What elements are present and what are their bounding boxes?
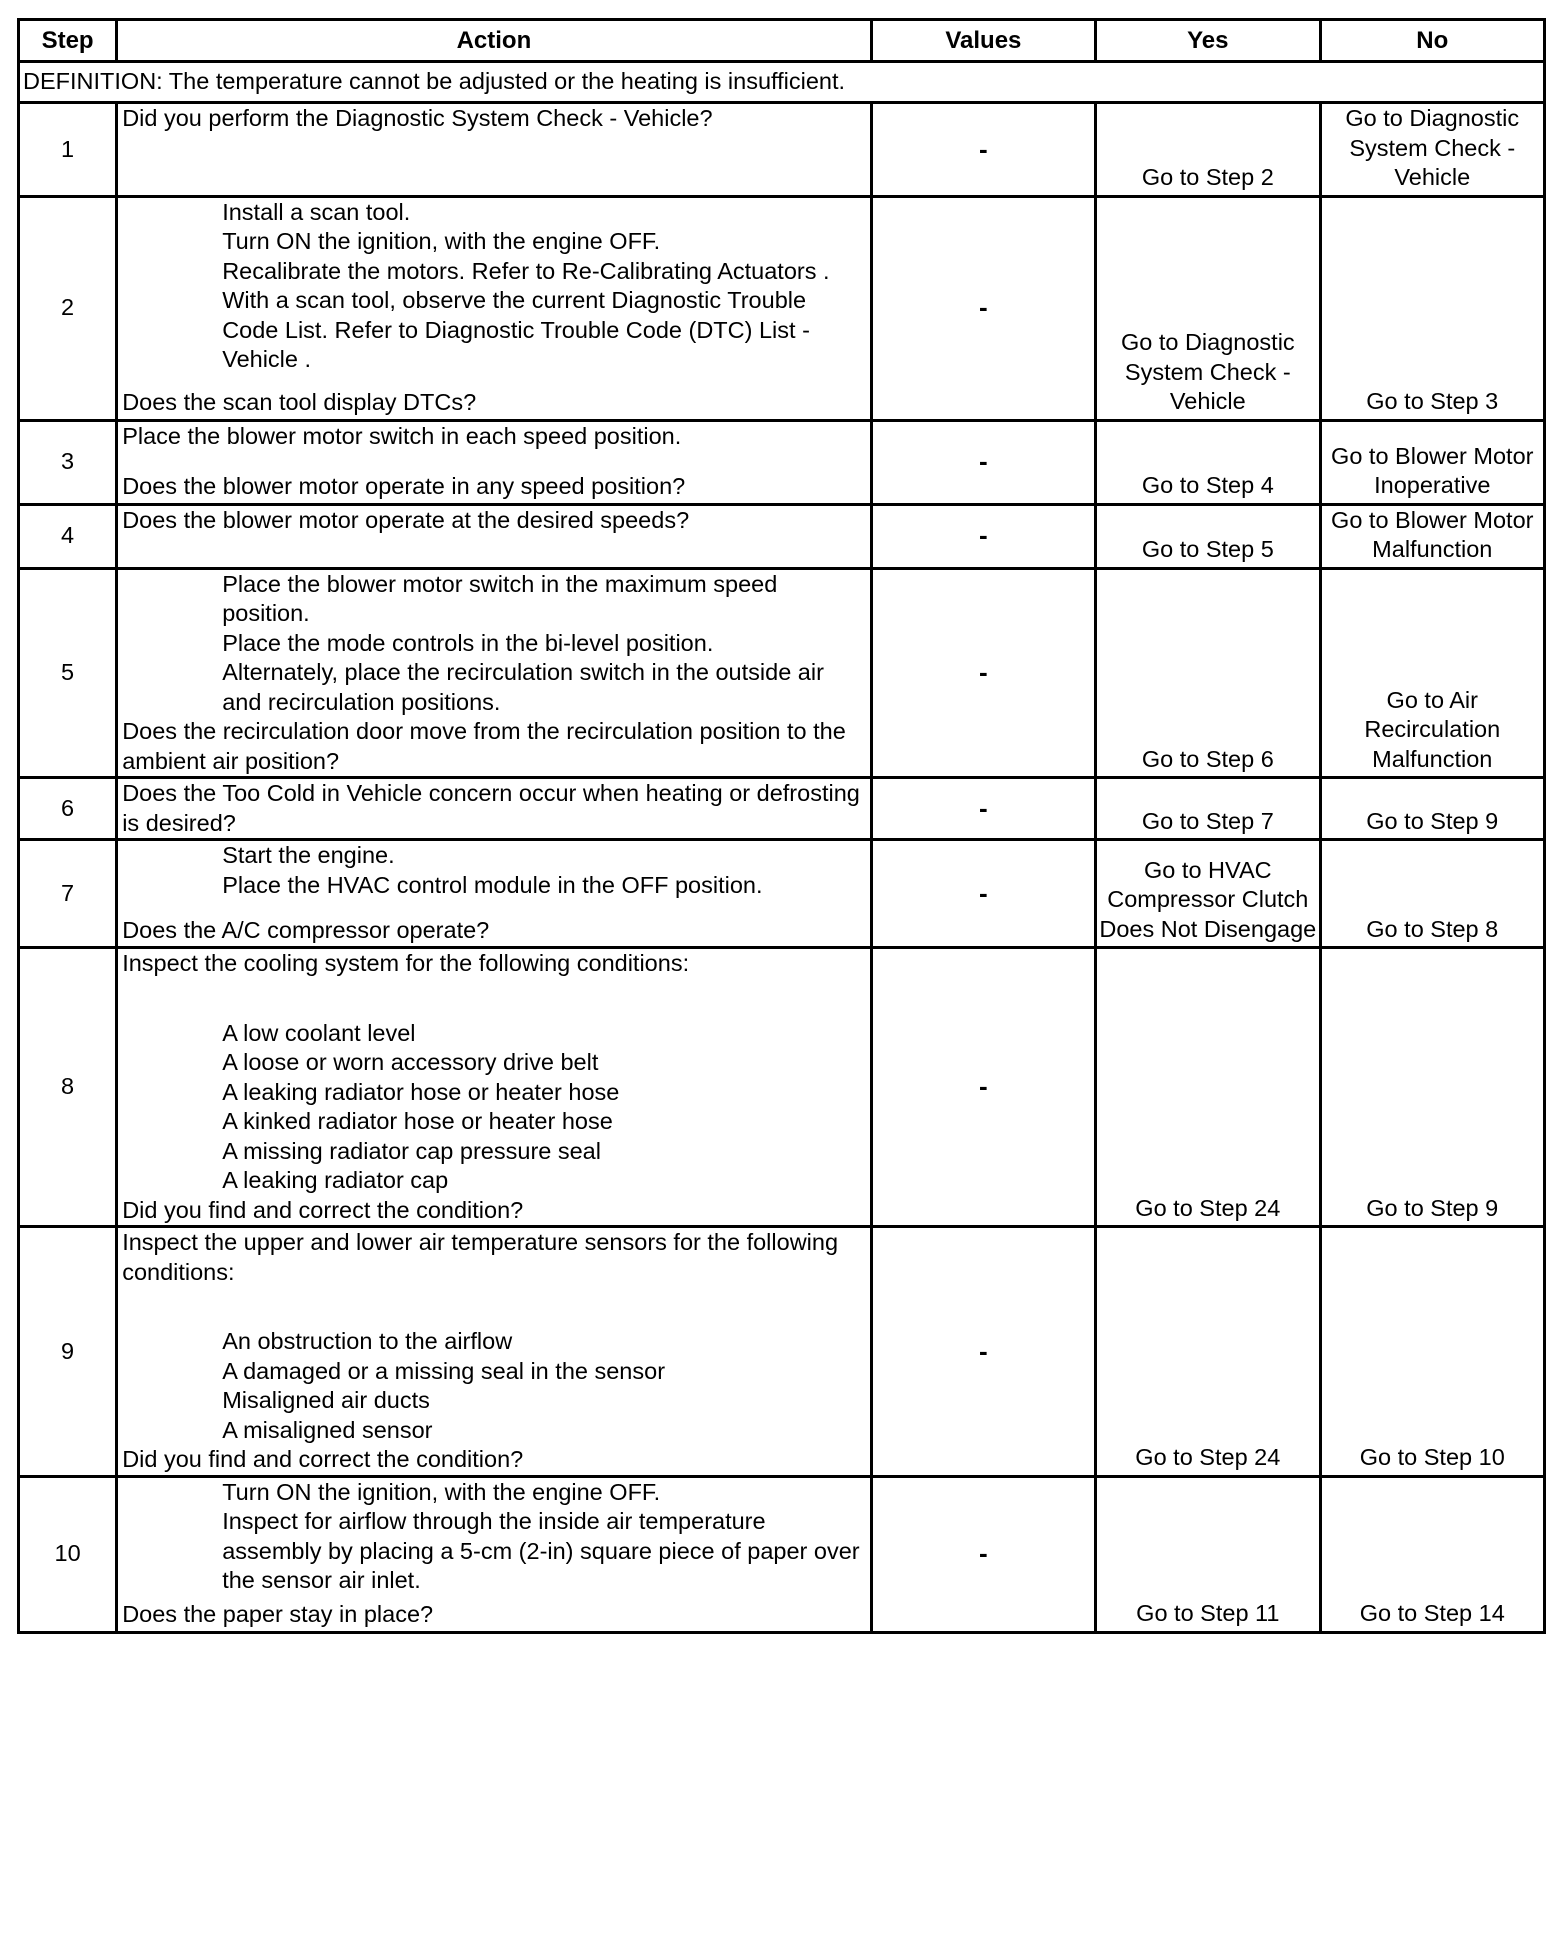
action-cell (117, 568, 871, 778)
no-action: Go to Step 10 (1359, 1444, 1505, 1470)
no-cell (1320, 840, 1544, 948)
table-row (19, 568, 1545, 778)
step-number: 7 (19, 840, 117, 948)
values-cell: - (871, 420, 1095, 504)
header-yes: Yes (1096, 20, 1320, 62)
action-bullet: Place the mode controls in the bi-level position. (222, 629, 714, 656)
no-cell (1320, 948, 1544, 1227)
no-action: Go to Step 9 (1366, 807, 1499, 834)
action-steps (122, 422, 865, 452)
action-bullet: A low coolant level (222, 1019, 416, 1046)
table-row (19, 840, 1545, 948)
step-number: 4 (19, 504, 117, 568)
action-steps (122, 1228, 865, 1445)
action-bullet: A loose or worn accessory drive belt (222, 1049, 599, 1075)
action-bullet: With a scan tool, observe the current Diagnostic Trouble Code List. Refer to Diagnostic Trouble Code (DTC) List - Vehicle . (222, 287, 810, 372)
diagnostic-table (17, 18, 1546, 1634)
header-row (19, 20, 1545, 62)
action-bullet: A damaged or a missing seal in the sensor (222, 1357, 666, 1384)
action-cell (117, 778, 871, 840)
header-action: Action (117, 20, 871, 62)
action-question: Does the Too Cold in Vehicle concern occur when heating or defrosting is desired? (122, 780, 860, 836)
yes-cell (1096, 420, 1320, 504)
table-row (19, 420, 1545, 504)
action-bullet: A leaking radiator hose or heater hose (222, 1078, 620, 1105)
action-steps (122, 1478, 865, 1596)
yes-action: Go to Step 24 (1135, 1444, 1281, 1470)
table-row (19, 948, 1545, 1227)
action-question: Did you find and correct the condition? (122, 1446, 524, 1472)
no-cell (1320, 103, 1544, 197)
action-cell (117, 196, 871, 420)
table-row (19, 1476, 1545, 1632)
yes-action: Go to Step 24 (1135, 1194, 1281, 1221)
yes-cell (1096, 1476, 1320, 1632)
action-bullet: An obstruction to the airflow (222, 1328, 513, 1354)
no-action: Go to Blower Motor Inoperative (1331, 442, 1534, 498)
action-question: Did you perform the Diagnostic System Check - Vehicle? (122, 105, 713, 131)
action-steps (122, 198, 865, 375)
action-cell (117, 948, 871, 1227)
step-number: 1 (19, 103, 117, 197)
yes-cell (1096, 948, 1320, 1227)
action-steps (122, 949, 865, 1196)
yes-cell (1096, 196, 1320, 420)
no-cell (1320, 504, 1544, 568)
action-question: Does the scan tool display DTCs? (122, 389, 477, 415)
values-cell: - (871, 504, 1095, 568)
values-cell: - (871, 103, 1095, 197)
no-action: Go to Diagnostic System Check - Vehicle (1345, 105, 1520, 190)
definition-text: DEFINITION: The temperature cannot be adjusted or the heating is insufficient. (19, 62, 1545, 103)
action-cell (117, 504, 871, 568)
step-number: 3 (19, 420, 117, 504)
values-cell: - (871, 948, 1095, 1227)
yes-action: Go to HVAC Compressor Clutch Does Not Disengage (1099, 856, 1317, 942)
yes-cell (1096, 568, 1320, 778)
no-action: Go to Step 8 (1366, 915, 1499, 942)
action-cell (117, 840, 871, 948)
no-action: Go to Step 14 (1359, 1600, 1505, 1626)
action-steps (122, 841, 865, 900)
table-row (19, 504, 1545, 568)
values-cell: - (871, 778, 1095, 840)
header-values: Values (871, 20, 1095, 62)
values-cell: - (871, 840, 1095, 948)
table-row (19, 778, 1545, 840)
action-question: Does the blower motor operate in any speed position? (122, 473, 686, 499)
no-action: Go to Air Recirculation Malfunction (1364, 686, 1501, 772)
action-bullet: Recalibrate the motors. Refer to Re-Calibrating Actuators . (222, 257, 830, 284)
action-question: Does the recirculation door move from the recirculation position to the ambient air position? (122, 718, 846, 774)
values-cell: - (871, 1476, 1095, 1632)
step-number: 9 (19, 1227, 117, 1477)
action-intro: Inspect the upper and lower air temperature sensors for the following conditions: (122, 1229, 839, 1285)
values-cell: - (871, 568, 1095, 778)
yes-cell (1096, 103, 1320, 197)
action-bullet: A kinked radiator hose or heater hose (222, 1108, 613, 1134)
yes-action: Go to Step 11 (1136, 1600, 1280, 1626)
step-number: 2 (19, 196, 117, 420)
yes-cell (1096, 778, 1320, 840)
action-bullet: Inspect for airflow through the inside air temperature assembly by placing a 5-cm (2-in) square piece of paper over the sensor air inlet. (222, 1508, 860, 1593)
action-question: Does the blower motor operate at the desired speeds? (122, 506, 690, 533)
yes-action: Go to Step 5 (1141, 536, 1274, 562)
values-cell: - (871, 196, 1095, 420)
no-cell (1320, 1227, 1544, 1477)
yes-cell (1096, 504, 1320, 568)
action-question: Did you find and correct the condition? (122, 1196, 524, 1223)
no-action: Go to Blower Motor Malfunction (1331, 506, 1534, 562)
action-bullet: A misaligned sensor (222, 1416, 433, 1443)
action-bullet: Turn ON the ignition, with the engine OFF. (222, 1478, 661, 1505)
table-row (19, 103, 1545, 197)
yes-action: Go to Step 6 (1141, 745, 1274, 772)
yes-action: Go to Step 2 (1141, 164, 1274, 190)
yes-action: Go to Step 7 (1141, 807, 1274, 834)
action-bullet: Misaligned air ducts (222, 1387, 430, 1413)
table-row (19, 196, 1545, 420)
action-bullet: Install a scan tool. (222, 198, 411, 225)
step-number: 5 (19, 568, 117, 778)
action-bullet: Place the HVAC control module in the OFF position. (222, 871, 763, 898)
action-bullet: Turn ON the ignition, with the engine OFF. (222, 228, 661, 254)
yes-action: Go to Diagnostic System Check - Vehicle (1120, 329, 1295, 414)
action-cell (117, 1476, 871, 1632)
action-question: Does the A/C compressor operate? (122, 916, 490, 943)
action-bullet: Start the engine. (222, 842, 395, 868)
action-bullet: Place the blower motor switch in the maximum speed position. (222, 570, 778, 626)
yes-action: Go to Step 4 (1141, 472, 1274, 498)
action-bullet: A missing radiator cap pressure seal (222, 1137, 601, 1164)
no-cell (1320, 420, 1544, 504)
action-cell (117, 420, 871, 504)
values-cell: - (871, 1227, 1095, 1477)
action-cell (117, 1227, 871, 1477)
step-number: 10 (19, 1476, 117, 1632)
no-action: Go to Step 3 (1366, 388, 1499, 414)
step-number: 6 (19, 778, 117, 840)
step-number: 8 (19, 948, 117, 1227)
no-cell (1320, 778, 1544, 840)
action-bullet: A leaking radiator cap (222, 1167, 449, 1193)
action-question: Does the paper stay in place? (122, 1601, 434, 1627)
header-no: No (1320, 20, 1544, 62)
header-step: Step (19, 20, 117, 62)
yes-cell (1096, 1227, 1320, 1477)
no-cell (1320, 196, 1544, 420)
yes-cell (1096, 840, 1320, 948)
table-row (19, 1227, 1545, 1477)
no-cell (1320, 1476, 1544, 1632)
no-action: Go to Step 9 (1366, 1194, 1499, 1221)
action-cell (117, 103, 871, 197)
action-steps (122, 570, 865, 718)
definition-row (19, 62, 1545, 103)
action-intro: Place the blower motor switch in each speed position. (122, 422, 682, 449)
no-cell (1320, 568, 1544, 778)
action-intro: Inspect the cooling system for the following conditions: (122, 950, 690, 976)
action-bullet: Alternately, place the recirculation switch in the outside air and recirculation positions. (222, 659, 824, 715)
